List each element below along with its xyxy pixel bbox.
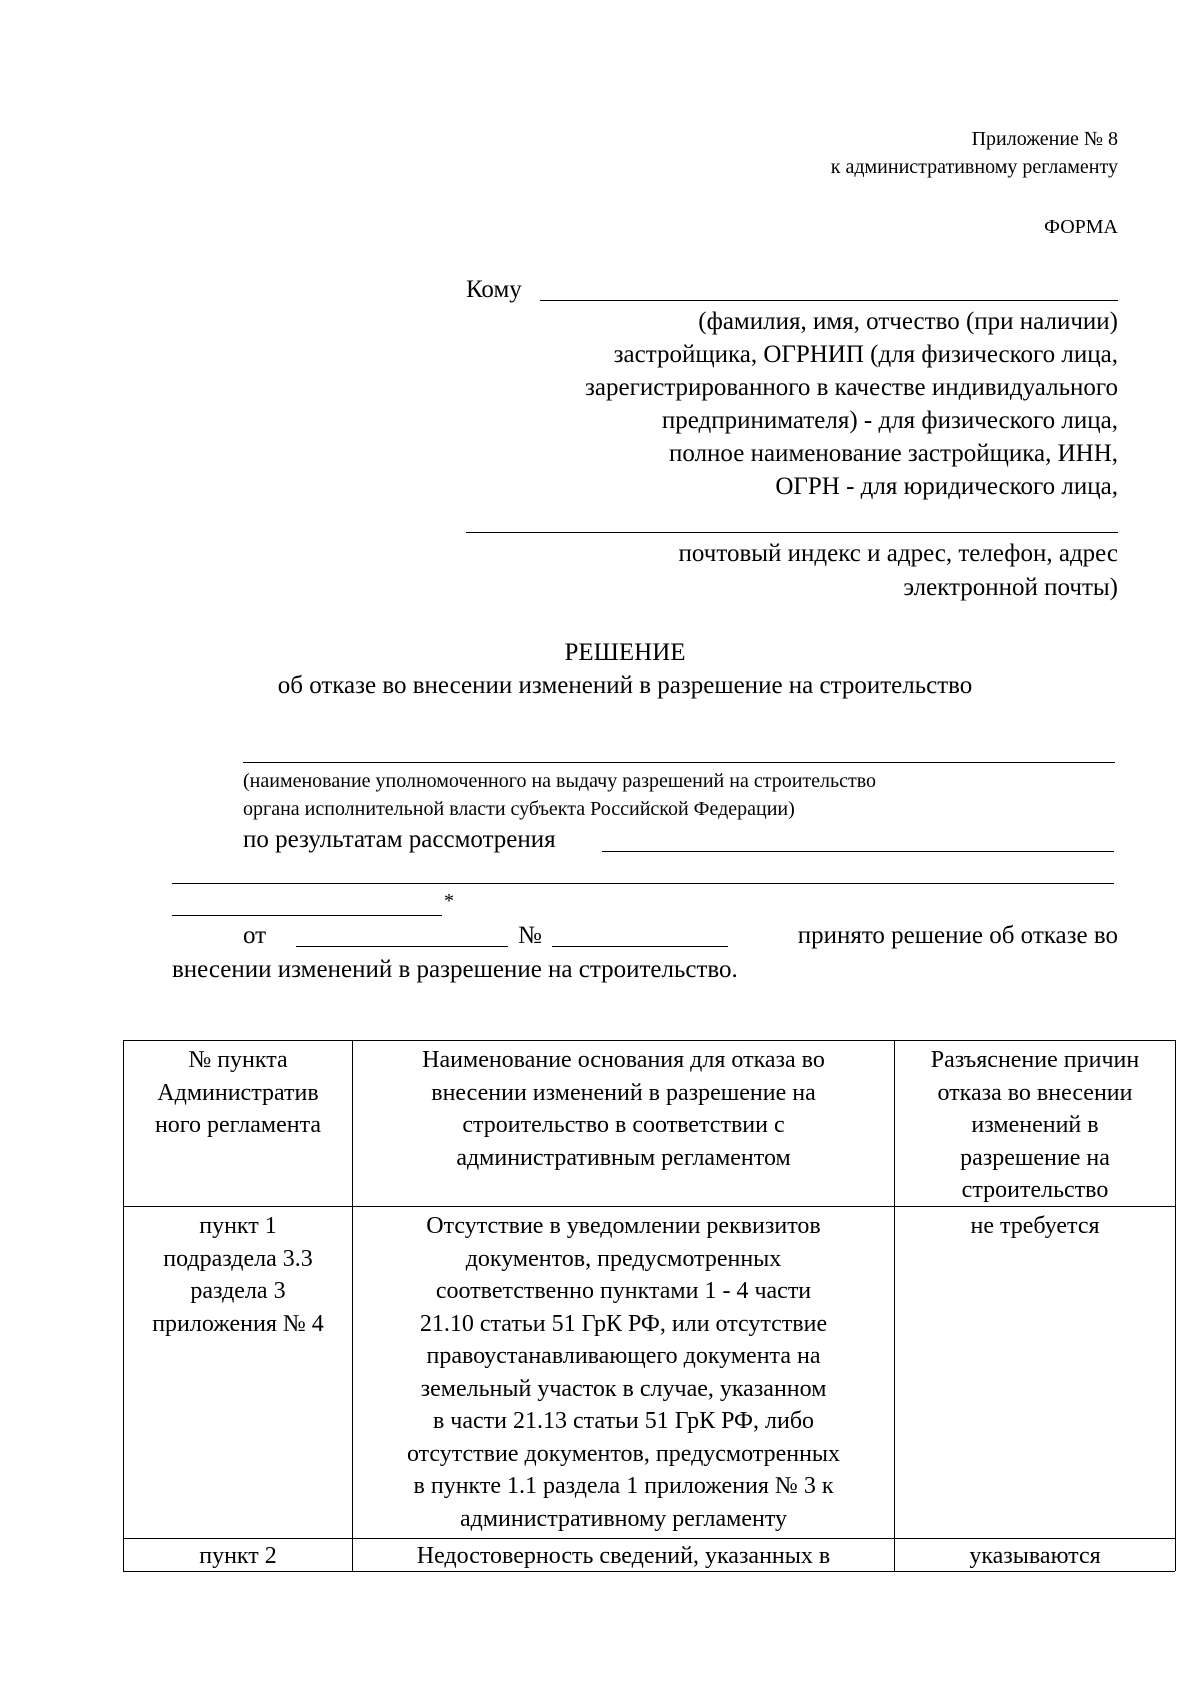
decision-text-1: принято решение об отказе во	[797, 922, 1118, 949]
document-title: РЕШЕНИЕ	[564, 639, 686, 666]
contact-line[interactable]	[466, 532, 1118, 533]
addressee-note-3: зарегистрированного в качестве индивидуального	[585, 374, 1118, 401]
table-row-2-explanation: указываются	[969, 1543, 1101, 1569]
addressee-note-6: ОГРН - для юридического лица,	[775, 473, 1118, 500]
addressee-note-5: полное наименование застройщика, ИНН,	[669, 440, 1118, 467]
table-row-2-item: пункт 2	[199, 1543, 277, 1569]
appendix-number: Приложение № 8	[971, 128, 1118, 150]
table-row-1-item: пункт 1 подраздела 3.3 раздела 3 приложения № 4	[152, 1213, 324, 1337]
asterisk: *	[444, 890, 454, 912]
table-header-explanation: Разъяснение причин отказа во внесении изменений в разрешение на строительство	[930, 1047, 1140, 1203]
table-row-divider	[123, 1538, 1175, 1539]
authority-line[interactable]	[243, 762, 1115, 763]
table-border-right	[1175, 1040, 1176, 1571]
table-header-item: № пункта Административ ного регламента	[154, 1047, 322, 1138]
contact-note-1: почтовый индекс и адрес, телефон, адрес	[678, 540, 1118, 567]
table-border-top	[123, 1040, 1175, 1041]
document-subtitle: об отказе во внесении изменений в разрешение на строительство	[277, 672, 973, 699]
addressee-note-2: застройщика, ОГРНИП (для физического лица,	[613, 341, 1118, 368]
number-line[interactable]	[552, 946, 728, 947]
date-line[interactable]	[296, 946, 508, 947]
decision-text-2: внесении изменений в разрешение на строительство.	[172, 956, 738, 983]
review-line-2[interactable]	[172, 883, 1114, 884]
table-row-2-reason: Недостоверность сведений, указанных в	[416, 1543, 831, 1569]
review-line[interactable]	[602, 851, 1114, 852]
table-row-1-reason: Отсутствие в уведомлении реквизитов документов, предусмотренных соответственно пунктами 1 - 4 части 21.10 статьи 51 ГрК РФ, или отсутствие правоустанавливающего документа на земельный участок в случае, указанном в части 21.13 статьи 51 ГрК РФ, либо отсутствие документов, предусмотренных в пункте 1.1 раздела 1 приложения № 3 к административному регламенту	[406, 1213, 841, 1532]
to-line[interactable]	[540, 300, 1118, 301]
form-label: ФОРМА	[1044, 216, 1118, 238]
review-line-3[interactable]	[172, 915, 442, 916]
table-header-reason: Наименование основания для отказа во внесении изменений в разрешение на строительство в соответствии с административным регламентом	[422, 1047, 825, 1171]
to-label: Кому	[466, 276, 522, 303]
addressee-note-1: (фамилия, имя, отчество (при наличии)	[698, 308, 1118, 335]
authority-note-2: органа исполнительной власти субъекта Российской Федерации)	[243, 798, 795, 820]
appendix-to: к административному регламенту	[830, 156, 1118, 178]
table-row-1-explanation: не требуется	[970, 1213, 1100, 1239]
from-label: от	[243, 922, 267, 949]
authority-note-1: (наименование уполномоченного на выдачу разрешений на строительство	[243, 770, 877, 792]
contact-note-2: электронной почты)	[903, 574, 1118, 601]
number-label: №	[518, 922, 542, 949]
addressee-note-4: предпринимателя) - для физического лица,	[661, 407, 1118, 434]
review-label: по результатам рассмотрения	[243, 826, 556, 853]
